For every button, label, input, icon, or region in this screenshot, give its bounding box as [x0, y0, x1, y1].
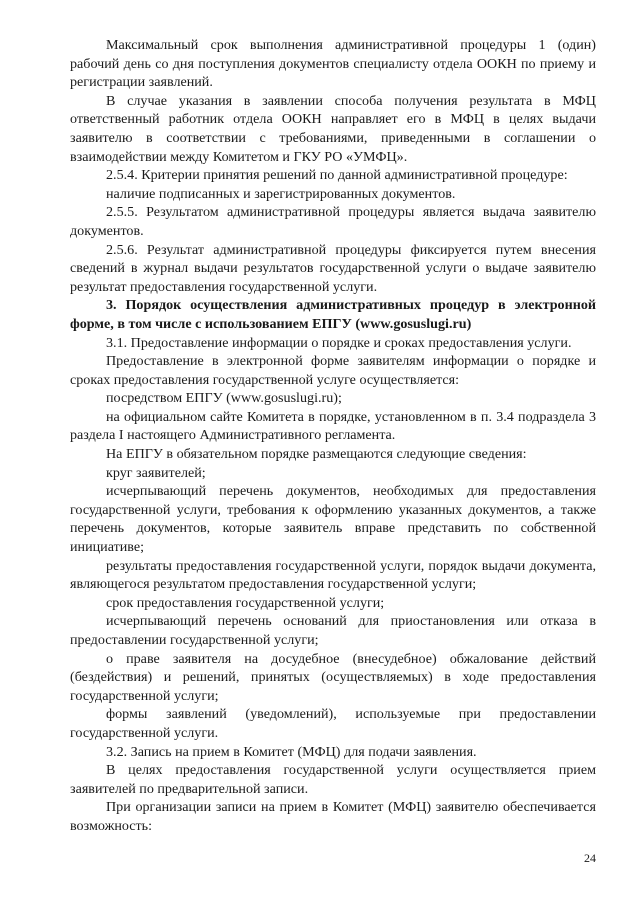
paragraph-20: 3.2. Запись на прием в Комитет (МФЦ) для подачи заявления. [106, 743, 477, 760]
paragraph-5: 2.5.5. Результатом административной процедуры является выдача заявителю документов. [70, 204, 596, 239]
paragraph-18: о праве заявителя на досудебное (внесудебное) обжалование действий (бездействия) и решений, принятых (осуществляемых) в ходе предоставления государственной услуги; [70, 650, 596, 704]
page-number: 24 [584, 851, 596, 865]
paragraph-10: посредством ЕПГУ (www.gosuslugi.ru); [106, 390, 342, 407]
paragraph-16: срок предоставления государственной услуги; [106, 594, 385, 611]
paragraph-8: 3.1. Предоставление информации о порядке и сроках предоставления услуги. [106, 334, 572, 351]
paragraph-9: Предоставление в электронной форме заявителям информации о порядке и сроках предоставления государственной услуге осуществляется: [70, 353, 596, 388]
paragraph-2: В случае указания в заявлении способа получения результата в МФЦ ответственный работник отдела ООКН направляет его в МФЦ в целях выдачи заявителю в соответствии с требованиями, приведенными в соглашении о взаимодействии между Комитетом и ГКУ РО «УМФЦ». [70, 92, 596, 165]
paragraph-6: 2.5.6. Результат административной процедуры фиксируется путем внесения сведений в журнал выдачи результатов государственной услуги о выдаче заявителю результат предоставления государственной услуги. [70, 241, 596, 295]
paragraph-14: исчерпывающий перечень документов, необходимых для предоставления государственной услуги, требования к оформлению указанных документов, а также перечень документов, которые заявитель вправе представить по собственной инициативе; [70, 483, 596, 556]
paragraph-1: Максимальный срок выполнения административной процедуры 1 (один) рабочий день со дня поступления документов специалисту отдела ООКН по приему и регистрации заявлений. [70, 37, 596, 91]
paragraph-4: наличие подписанных и зарегистрированных документов. [106, 185, 456, 202]
paragraph-11: на официальном сайте Комитета в порядке, установленном в п. 3.4 подраздела 3 раздела I настоящего Административного регламента. [70, 408, 596, 444]
paragraph-15: результаты предоставления государственной услуги, порядок выдачи документа, являющегося результатом предоставления государственной услуги; [70, 557, 596, 593]
section-heading: 3. Порядок осуществления административных процедур в электронной форме, в том числе с использованием ЕПГУ (www.gosuslugi.ru) [70, 297, 596, 332]
paragraph-12: На ЕПГУ в обязательном порядке размещаются следующие сведения: [106, 446, 527, 463]
paragraph-22: При организации записи на прием в Комитет (МФЦ) заявителю обеспечивается возможность: [70, 799, 596, 834]
paragraph-3: 2.5.4. Критерии принятия решений по данной административной процедуре: [106, 167, 568, 184]
document-body [70, 36, 596, 836]
paragraph-21: В целях предоставления государственной услуги осуществляется прием заявителей по предварительной записи. [70, 762, 596, 797]
paragraph-19: формы заявлений (уведомлений), используемые при предоставлении государственной услуги. [70, 706, 596, 741]
paragraph-17: исчерпывающий перечень оснований для приостановления или отказа в предоставлении государственной услуги; [70, 613, 596, 648]
paragraph-13: круг заявителей; [106, 464, 206, 481]
